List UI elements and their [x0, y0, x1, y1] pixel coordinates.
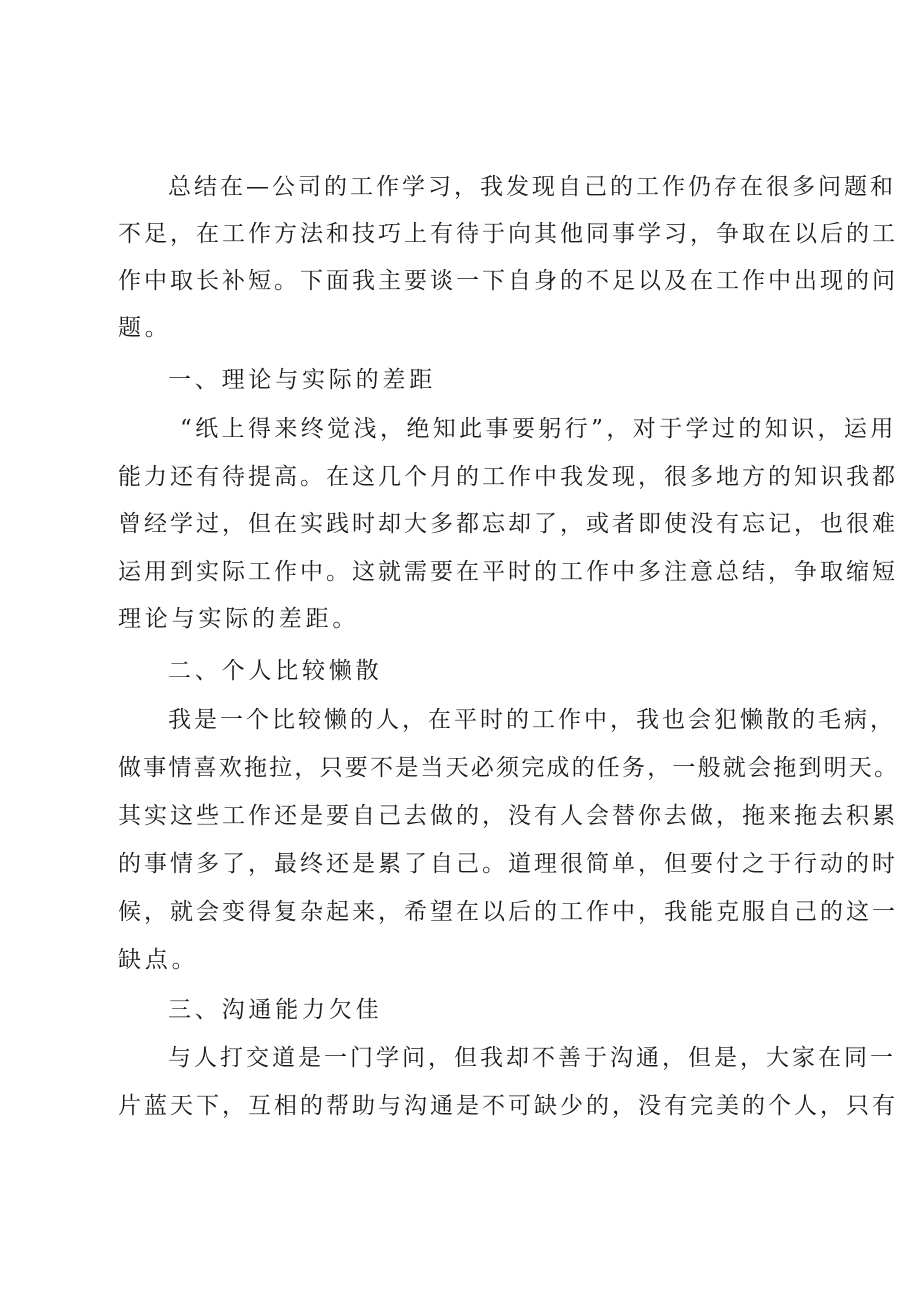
paragraph-1-line-5: 理论与实际的差距。 [118, 606, 360, 632]
paragraph-2-line-5: 候，就会变得复杂起来，希望在以后的工作中，我能克服自己的这一 [118, 899, 898, 925]
paragraph-1-line-3: 曾经学过，但在实践时却大多都忘却了，或者即使没有忘记，也很难 [118, 511, 898, 537]
paragraph-1-line-2: 能力还有待提高。在这几个月的工作中我发现，很多地方的知识我都 [118, 464, 898, 490]
section-heading-1: 一、理论与实际的差距 [168, 367, 436, 393]
section-heading-3: 三、沟通能力欠佳 [168, 997, 383, 1023]
paragraph-2-line-3: 其实这些工作还是要自己去做的，没有人会替你去做，拖来拖去积累 [118, 803, 898, 829]
paragraph-3-line-2: 片蓝天下，互相的帮助与沟通是不可缺少的，没有完美的个人，只有 [118, 1093, 898, 1119]
section-heading-2: 二、个人比较懒散 [168, 658, 383, 684]
paragraph-intro-line-3: 作中取长补短。下面我主要谈一下自身的不足以及在工作中出现的问 [118, 268, 898, 294]
paragraph-2-line-1: 我是一个比较懒的人，在平时的工作中，我也会犯懒散的毛病， [168, 707, 896, 733]
paragraph-1-line-1: “纸上得来终觉浅，绝知此事要躬行”，对于学过的知识，运用 [180, 416, 897, 442]
paragraph-intro-line-4: 题。 [118, 315, 172, 341]
paragraph-3-line-1: 与人打交道是一门学问，但我却不善于沟通，但是，大家在同一 [168, 1045, 896, 1071]
paragraph-2-line-2: 做事情喜欢拖拉，只要不是当天必须完成的任务，一般就会拖到明天。 [118, 755, 900, 781]
paragraph-2-line-4: 的事情多了，最终还是累了自己。道理很简单，但要付之于行动的时 [118, 851, 898, 877]
paragraph-1-line-4: 运用到实际工作中。这就需要在平时的工作中多注意总结，争取缩短 [118, 559, 898, 585]
paragraph-intro-line-1: 总结在—公司的工作学习，我发现自己的工作仍存在很多问题和 [168, 174, 896, 200]
paragraph-2-line-6: 缺点。 [118, 947, 199, 973]
paragraph-intro-line-2: 不足，在工作方法和技巧上有待于向其他同事学习，争取在以后的工 [118, 221, 898, 247]
